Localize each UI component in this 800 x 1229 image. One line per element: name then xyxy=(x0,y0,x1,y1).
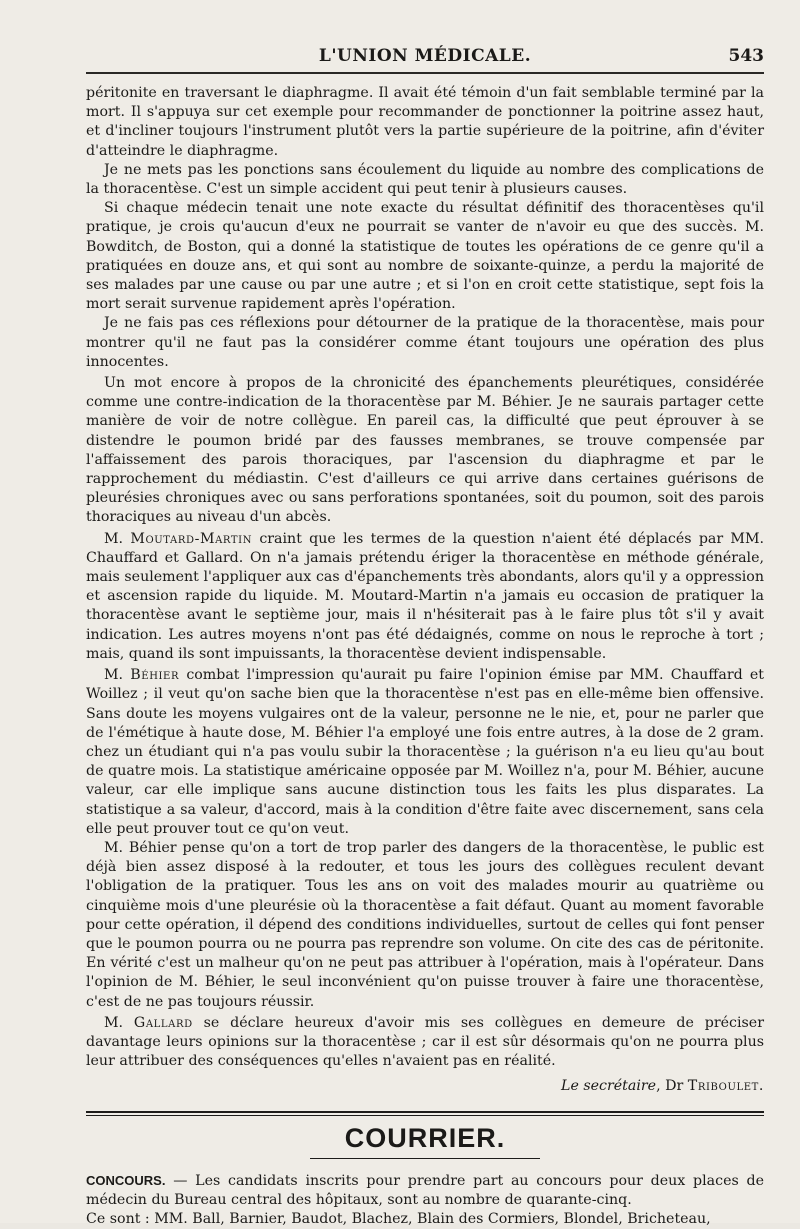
speaker-text: se déclare heureux d'avoir mis ses collègues en demeure de préciser davantage leurs opinions sur la thoracentèse ; car il est sûr désormais qu'on ne pourra plus leur attribuer des conséquences qu'elles n'avaient pas en réalité. xyxy=(86,1014,764,1070)
page-number: 543 xyxy=(728,46,764,66)
courier-section xyxy=(86,1171,764,1229)
speaker-text: combat l'impression qu'aurait pu faire l'opinion émise par MM. Chauffard et Woillez ; il veut qu'on sache bien que la thoracentèse n'est pas en elle-même bien offensive. Sans doute les moyens vulgaires ont de la valeur, personne ne le nie, et, pour ne parler que de l'émétique à haute dose, M. Béhier l'a employé une fois entre autres, à la dose de 2 gram. chez un étudiant qui n'a pas voulu subir la thoracentèse ; la guérison n'a eu lieu qu'au bout de quatre mois. La statistique américaine opposée par M. Woillez n'a, pour M. Béhier, aucune valeur, car elle implique sans aucune distinction tous les faits les plus disparates. La statistique a sa valeur, d'accord, mais à la condition d'être faite avec discernement, sans cela elle peut prouver tout ce qu'on veut. xyxy=(86,667,764,837)
signature-title: Dr xyxy=(665,1078,688,1095)
paragraph: Je ne mets pas les ponctions sans écoulement du liquide au nombre des complications de la thoracentèse. C'est un simple accident qui peut tenir à plusieurs causes. xyxy=(86,161,764,198)
paragraph: Si chaque médecin tenait une note exacte du résultat définitif des thoracentèses qu'il pratique, je crois qu'aucun d'eux ne pourrait se vanter de n'avoir eu que des succès. M. Bowditch, de Boston, qui a donné la statistique de toutes les opérations de ce genre qu'il a pratiquées en douze ans, et qui sont au nombre de soixante-quinze, a perdu la majorité de ses malades par une cause ou par une autre ; et si l'on en croit cette statistique, sept fois la mort serait survenue rapidement après l'opération. xyxy=(86,200,764,313)
article-body xyxy=(86,84,764,1071)
journal-title: L'UNION MÉDICALE. xyxy=(318,46,532,66)
speaker-prefix: M. xyxy=(104,530,131,547)
signature xyxy=(86,1077,764,1096)
signature-separator: , xyxy=(656,1078,666,1095)
paragraph: Un mot encore à propos de la chronicité des épanchements pleurétiques, considérée comme une contre-indication de la thoracentèse par M. Béhier. Je ne saurais partager cette manière de voir de notre collègue. En pareil cas, la difficulté que peut éprouver à se distendre le poumon bridé par des fausses membranes, se trouve compensée par l'affaissement des parois thoraciques, par l'ascension du diaphragme et par le rapprochement du médiastin. C'est d'ailleurs ce qui arrive dans certaines guérisons de pleurésies chroniques avec ou sans perforations spontanées, soit du poumon, soit des parois thoraciques au niveau d'un abcès. xyxy=(86,375,764,526)
section-title: COURRIER. xyxy=(344,1122,506,1153)
courier-lead-in: CONCOURS. xyxy=(86,1172,166,1188)
title-underline xyxy=(310,1158,540,1159)
paragraph-moutard-martin xyxy=(86,530,764,664)
signature-name: Triboulet. xyxy=(687,1078,764,1095)
running-head xyxy=(86,42,764,74)
speaker-name: Béhier xyxy=(130,667,180,684)
speaker-prefix: M. xyxy=(104,667,131,684)
speaker-name: Gallard xyxy=(133,1014,193,1031)
paragraph: M. Béhier pense qu'on a tort de trop parler des dangers de la thoracentèse, le public est déjà bien assez disposé à la redouter, et tous les jours des collègues reculent devant l'obligation de la pratiquer. Tous les ans on voit des malades mourir au quatrième ou cinquième mois d'une pleurésie où la thoracentèse a fait défaut. Quant au moment favorable pour cette opération, il dépend des conditions individuelles, surtout de celles qui font penser que le poumon pourra ou ne pourra pas reprendre son volume. On cite des cas de péritonite. En vérité c'est un malheur qu'on ne peut pas attribuer à l'opération, mais à l'opérateur. Dans l'opinion de M. Béhier, le seul inconvénient qu'on puisse trouver à faire une thoracentèse, c'est de ne pas toujours réussir. xyxy=(86,839,764,1010)
courier-paragraph xyxy=(86,1171,764,1210)
speaker-name: Moutard-Martin xyxy=(130,530,253,547)
paragraph: Je ne fais pas ces réflexions pour détourner de la pratique de la thoracentèse, mais pour montrer qu'il ne faut pas la considérer comme étant toujours une opération des plus innocentes. xyxy=(86,315,764,370)
signature-role: Le secrétaire xyxy=(561,1078,657,1095)
paragraph-behier xyxy=(86,666,764,839)
paragraph-gallard xyxy=(86,1014,764,1072)
section-divider xyxy=(86,1111,764,1116)
courier-text: — Les candidats inscrits pour prendre part au concours pour deux places de médecin du Bureau central des hôpitaux, sont au nombre de quarante-cinq. xyxy=(86,1172,764,1208)
speaker-text: craint que les termes de la question n'aient été déplacés par MM. Chauffard et Gallard. On n'a jamais prétendu ériger la thoracentèse en méthode générale, mais seulement l'appliquer aux cas d'épanchements très abondants, alors qu'il y a oppression et ascension rapide du liquide. M. Moutard-Martin n'a jamais eu occasion de pratiquer la thoracentèse avant le septième jour, mais il n'hésiterait pas à le faire plus tôt s'il y avait indication. Les autres moyens n'ont pas été dédaignés, comme on nous le reproche à tort ; mais, quand ils sont impuissants, la thoracentèse devient indispensable. xyxy=(86,530,764,662)
paragraph: péritonite en traversant le diaphragme. Il avait été témoin d'un fait semblable terminé par la mort. Il s'appuya sur cet exemple pour recommander de ponctionner la poitrine assez haut, et d'incliner toujours l'instrument plutôt vers la partie supérieure de la poitrine, afin d'éviter d'atteindre le diaphragme. xyxy=(86,85,764,159)
candidate-list: Ce sont : MM. Ball, Barnier, Baudot, Blachez, Blain des Cormiers, Blondel, Bricheteau, xyxy=(86,1210,711,1227)
speaker-prefix: M. xyxy=(104,1014,134,1031)
